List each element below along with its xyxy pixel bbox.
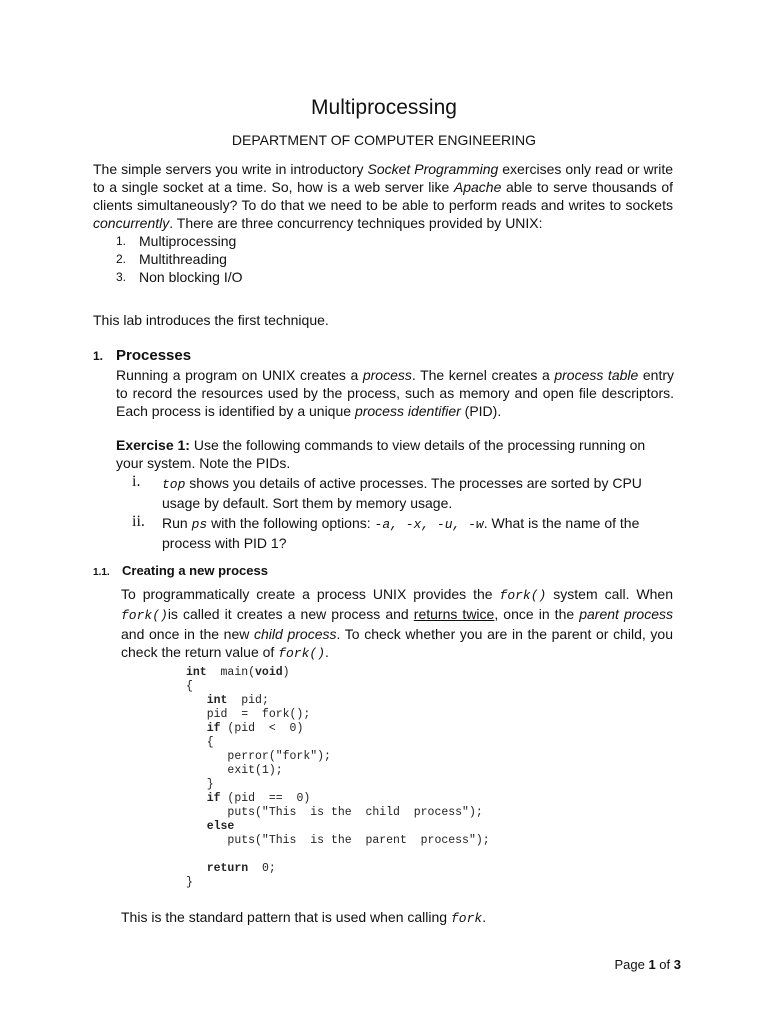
section-text-part: Running a program on UNIX creates a (116, 367, 363, 383)
code-text: 0; (248, 862, 276, 875)
command-options: -a, -x, -u, -w (374, 517, 484, 532)
exercise-text: Use the following commands to view details of the processing running on your system. Note the PIDs. (116, 437, 646, 471)
code-text: puts("This is the parent process"); (227, 834, 490, 847)
page-footer (614, 957, 681, 973)
code-text: perror("fork"); (227, 750, 331, 763)
roman-number: i. (132, 473, 141, 490)
code-text: ) (282, 666, 290, 679)
code-text: { (186, 680, 193, 693)
list-label: Multiprocessing (139, 233, 237, 249)
code-keyword: void (255, 666, 283, 679)
code-text: (pid == 0) (220, 792, 311, 805)
subsection-text-part: , once in the (494, 606, 580, 622)
code-keyword: if (206, 792, 221, 805)
intro-emphasis: Apache (453, 179, 502, 195)
code-inline: fork() (121, 608, 168, 623)
exercise-item-text: with the following options: (207, 515, 375, 531)
exercise-label: Exercise 1: (116, 437, 190, 453)
subsection-text-part: . To check whether you are in the parent or child, you check the return value of (121, 626, 673, 660)
list-item (93, 232, 673, 250)
exercise-item-text: shows you details of active processes. The processes are sorted by CPU usage by default. Sort them by memory usage. (162, 475, 642, 511)
closing-text: . (482, 909, 487, 925)
intro-emphasis: concurrently (93, 215, 170, 231)
roman-number: ii. (132, 513, 145, 530)
footer-text: Page (614, 957, 649, 972)
code-keyword: int (206, 694, 228, 707)
subsection-emphasis: child process (254, 626, 337, 642)
code-keyword: return (206, 862, 249, 875)
intro-emphasis: Socket Programming (367, 161, 499, 177)
footer-text: of (655, 957, 674, 972)
code-text: } (206, 778, 214, 791)
section-emphasis: process identifier (354, 403, 461, 419)
exercise-item-text: Run (162, 515, 192, 531)
code-inline: fork() (278, 646, 326, 661)
technique-list (93, 232, 673, 286)
code-inline: fork (450, 911, 483, 926)
code-keyword: if (206, 722, 221, 735)
section-heading (93, 346, 191, 366)
list-item (93, 268, 673, 286)
section-paragraph (116, 366, 674, 420)
closing-sentence (121, 908, 486, 928)
code-keyword: else (206, 820, 235, 833)
subsection-number: 1.1. (93, 567, 110, 578)
subsection-heading (93, 562, 268, 582)
subsection-text-part: system call. When (546, 586, 673, 602)
code-text: { (206, 736, 214, 749)
section-text-part: (PID). (460, 403, 502, 419)
code-block (186, 666, 490, 890)
code-text: exit(1); (227, 764, 283, 777)
section-text-part: entry to record the resources used by the process, such as memory and open file descriptors. Each process is identified by a unique (116, 367, 674, 419)
subsection-text-part: is called it creates a new process and (167, 606, 414, 622)
command-text: top (162, 477, 186, 492)
subsection-text-part: . (325, 644, 329, 660)
section-emphasis: process (362, 367, 412, 383)
section-title: Processes (116, 347, 192, 364)
intro-paragraph (93, 160, 673, 286)
closing-text: This is the standard pattern that is used when calling (121, 909, 451, 925)
code-text: main( (206, 666, 256, 679)
section-text-part: . The kernel creates a (411, 367, 555, 383)
list-number: 2. (116, 252, 127, 266)
code-text: (pid < 0) (220, 722, 304, 735)
code-text: } (186, 876, 193, 889)
list-number: 3. (116, 270, 127, 284)
command-text: ps (191, 517, 208, 532)
intro-text-part: exercises only read or write to a single socket at a time. So, how is a web server like (93, 161, 674, 195)
section-number: 1. (93, 349, 104, 363)
subsection-paragraph (121, 585, 673, 663)
list-label: Multithreading (139, 251, 227, 267)
intro-text-part: able to serve thousands of clients simultaneously? To do that we need to be able to perform reads and writes to sockets (93, 179, 674, 213)
exercise-item-text: . What is the name of the process with PID 1? (162, 515, 640, 551)
exercise-list (116, 474, 674, 554)
code-keyword: int (186, 666, 207, 679)
subsection-emphasis: parent process (579, 606, 674, 622)
section-emphasis: process table (554, 367, 639, 383)
code-inline: fork() (499, 588, 547, 603)
department-subtitle: DEPARTMENT OF COMPUTER ENGINEERING (231, 132, 537, 148)
list-number: 1. (116, 234, 127, 248)
list-label: Non blocking I/O (139, 269, 243, 285)
subsection-title: Creating a new process (122, 563, 268, 578)
code-text: puts("This is the child process"); (227, 806, 483, 819)
exercise-intro (116, 436, 674, 472)
intro-text-part: The simple servers you write in introductory (93, 161, 368, 177)
list-item (93, 250, 673, 268)
intro-text (93, 160, 673, 232)
page-title: Multiprocessing (311, 96, 457, 119)
code-text: pid; (227, 694, 269, 707)
total-page-number: 3 (673, 957, 681, 972)
lab-intro: This lab introduces the first technique. (93, 312, 329, 328)
subsection-text-part: To programmatically create a process UNIX provides the (121, 586, 500, 602)
exercise-item (116, 474, 674, 512)
underlined-text: returns twice (413, 606, 495, 622)
exercise-item (116, 514, 674, 552)
code-text: pid = fork(); (206, 708, 311, 721)
intro-text-part: . There are three concurrency techniques provided by UNIX: (169, 215, 543, 231)
current-page-number: 1 (648, 957, 656, 972)
subsection-text-part: and once in the new (121, 626, 255, 642)
